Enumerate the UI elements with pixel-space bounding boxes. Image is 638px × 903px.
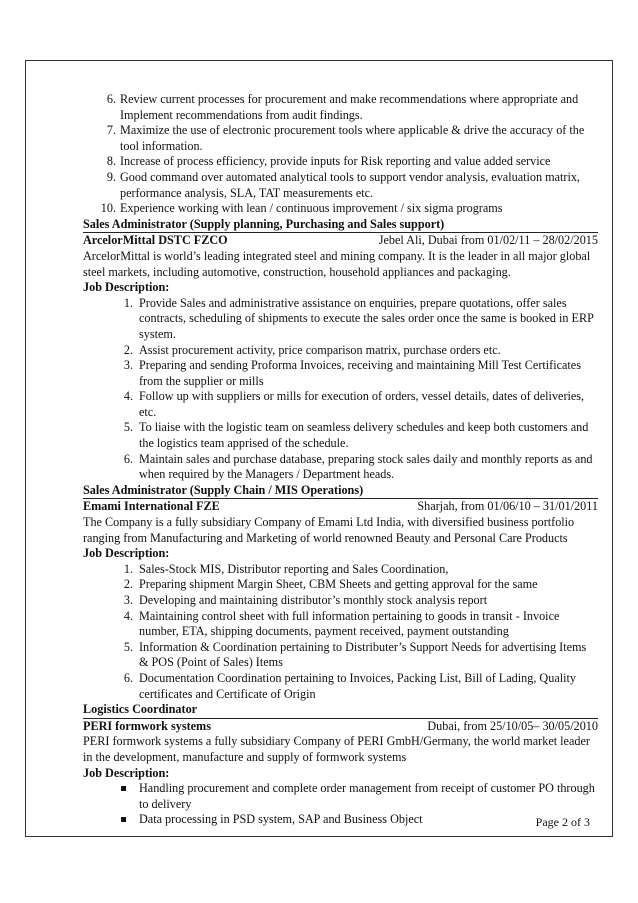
company-line	[83, 498, 598, 515]
list-item: 8. Increase of process efficiency, provide inputs for Risk reporting and value added service	[106, 154, 551, 169]
job-description-label: Job Description:	[83, 765, 170, 780]
square-bullet-icon	[121, 817, 126, 822]
list-item: 9. Good command over automated analytical tools to support vendor analysis, evaluation matrix, performance analysis, SLA, TAT measurements etc.	[106, 169, 580, 200]
job-title: Logistics Coordinator	[83, 702, 198, 717]
company-line	[83, 718, 598, 735]
list-item: 1. Sales-Stock MIS, Distributor reporting and Sales Coordination,	[123, 561, 449, 576]
location-dates: Dubai, from 25/10/05– 30/05/2010	[427, 718, 598, 733]
list-item: 7. Maximize the use of electronic procurement tools where applicable & drive the accuracy of the tool information.	[106, 123, 585, 153]
job-duties-list	[83, 562, 598, 702]
job-title: Sales Administrator (Supply planning, Purchasing and Sales support)	[83, 216, 445, 231]
list-item: 2. Preparing shipment Margin Sheet, CBM Sheets and getting approval for the same	[123, 577, 538, 592]
list-item: 6. Documentation Coordination pertaining to Invoices, Packing List, Bill of Lading, Quality certificates and Certificate of Origin	[123, 670, 576, 701]
location-dates: Jebel Ali, Dubai from 01/02/11 – 28/02/2015	[378, 233, 598, 248]
list-item: 3. Preparing and sending Proforma Invoices, receiving and maintaining Mill Test Certificates from the supplier or mills	[123, 358, 581, 388]
job-description-label: Job Description:	[83, 546, 170, 561]
company-name: ArcelorMittal DSTC FZCO	[83, 233, 228, 248]
list-item: 1. Provide Sales and administrative assistance on enquiries, prepare quotations, offer sales contracts, scheduling of shipments to execute the sales order once the same is booked in ERP system.	[123, 295, 594, 341]
list-item: 4. Maintaining control sheet with full information pertaining to goods in transit - Invoice number, ETA, shipping documents, payment received, payment outstanding	[123, 608, 560, 639]
intro-list	[83, 92, 598, 217]
company-line	[83, 232, 598, 249]
list-item: Data processing in PSD system, SAP and Business Object	[139, 812, 598, 828]
list-item: 6. Maintain sales and purchase database, preparing stock sales daily and monthly reports as and when required by the Managers / Department heads.	[123, 451, 593, 482]
list-item: 3. Developing and maintaining distributor’s monthly stock analysis report	[123, 593, 488, 607]
job-duties-list	[83, 296, 598, 483]
resume-content	[83, 92, 598, 828]
job-description-label: Job Description:	[83, 280, 170, 295]
page-number: Page 2 of 3	[535, 815, 590, 829]
square-bullet-icon	[121, 786, 126, 791]
company-name: PERI formwork systems	[83, 718, 211, 733]
list-item: 10. Experience working with lean / continuous improvement / six sigma programs	[100, 201, 503, 216]
company-description: PERI formwork systems a fully subsidiary Company of PERI GmbH/Germany, the world market leader in the development, manufacture and supply of formwork systems	[83, 734, 590, 764]
company-description: ArcelorMittal is world’s leading integrated steel and mining company. It is the leader in all major global steel markets, including automotive, construction, household appliances and packaging.	[83, 248, 591, 279]
list-item: 4. Follow up with suppliers or mills for execution of orders, vessel details, dates of deliveries, etc.	[123, 389, 585, 419]
list-item: 5. To liaise with the logistic team on seamless delivery schedules and keep both customers and the logistics team apprised of the schedule.	[123, 420, 589, 451]
list-item: 2. Assist procurement activity, price comparison matrix, purchase orders etc.	[123, 342, 501, 357]
list-item: Handling procurement and complete order management from receipt of customer PO through to delivery	[139, 781, 598, 812]
job-title: Sales Administrator (Supply Chain / MIS Operations)	[83, 482, 364, 497]
list-item: 5. Information & Coordination pertaining to Distributer’s Support Needs for advertising Items & POS (Point of Sales) Items	[123, 639, 587, 670]
job-duties-bullets	[83, 781, 598, 828]
company-name: Emami International FZE	[83, 499, 220, 514]
location-dates: Sharjah, from 01/06/10 – 31/01/2011	[417, 499, 598, 514]
company-description: The Company is a fully subsidiary Company of Emami Ltd India, with diversified business portfolio ranging from Manufacturing and Marketing of world renowned Beauty and Personal Care Products	[83, 515, 575, 545]
list-item: 6. Review current processes for procurement and make recommendations where appropriate and Implement recommendations from audit findings.	[106, 92, 579, 122]
